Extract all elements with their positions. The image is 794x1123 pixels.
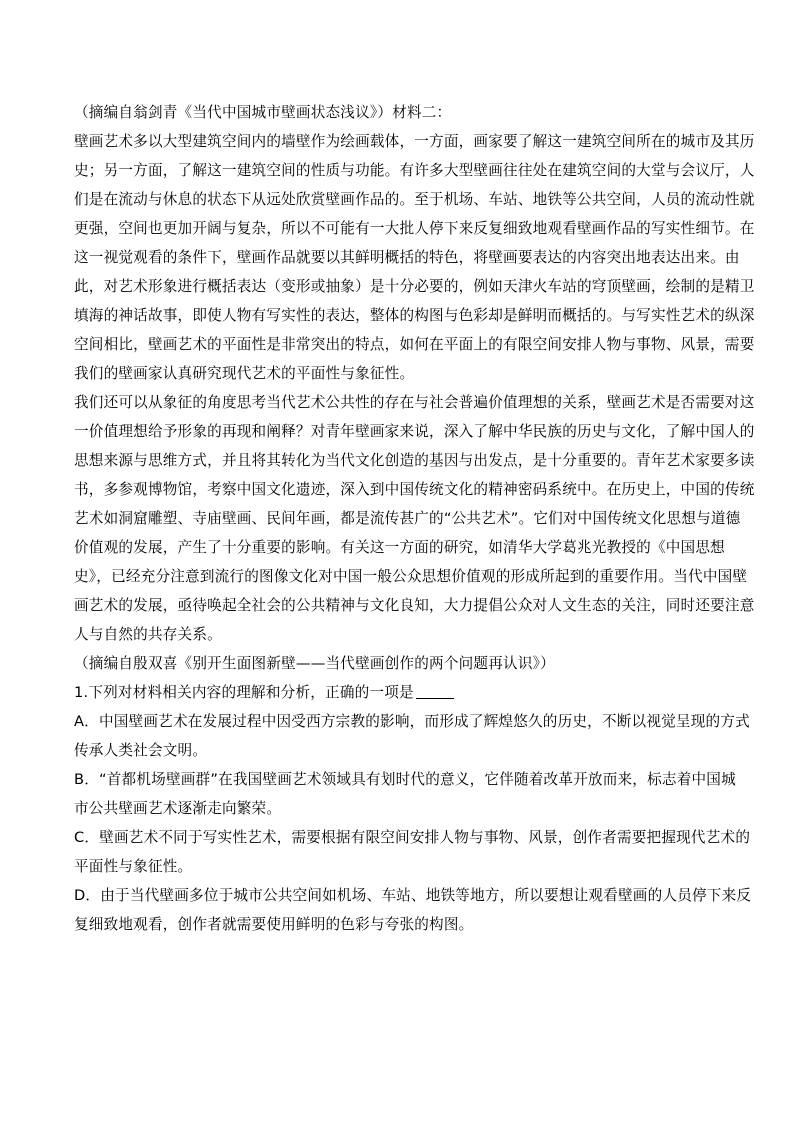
option-line: B．“首都机场壁画群”在我国壁画艺术领域具有划时代的意义，它伴随着改革开放而来，标志着中国城 <box>74 771 736 788</box>
paragraph-line: 史；另一方面，了解这一建筑空间的性质与功能。有许多大型壁画往往处在建筑空间的大堂与会议厅，人 <box>74 162 755 179</box>
answer-blank[interactable] <box>416 684 454 699</box>
paragraph-line: 我们还可以从象征的角度思考当代艺术公共性的存在与社会普遍价值理想的关系，壁画艺术是否需要对这 <box>74 394 755 411</box>
paragraph-line: 这一视觉观看的条件下，壁画作品就要以其鲜明概括的特色，将壁画要表达的内容突出地表达出来。由 <box>74 249 740 266</box>
option-line: 平面性与象征性。 <box>74 858 193 875</box>
paragraph-line: 此，对艺术形象进行概括表达（变形或抽象）是十分必要的，例如天津火车站的穹顶壁画，绘制的是精卫 <box>74 278 755 295</box>
paragraph-line: 思想来源与思维方式，并且将其转化为当代文化创造的基因与出发点，是十分重要的。青年艺术家要多读 <box>74 452 755 469</box>
question-stem <box>74 678 722 707</box>
option-line: 传承人类社会文明。 <box>74 742 208 759</box>
option-c[interactable] <box>74 823 751 881</box>
option-line: C．壁画艺术不同于写实性艺术，需要根据有限空间安排人物与事物、风景，创作者需要把握现代艺术的 <box>74 829 751 846</box>
paragraph-line: 史》，已经充分注意到流行的图像文化对中国一般公众思想价值观的形成所起到的重要作用。当代中国壁 <box>74 568 748 585</box>
paragraph-line: 我们的壁画家认真研究现代艺术的平面性与象征性。 <box>74 365 415 382</box>
paragraph-line: 价值观的发展，产生了十分重要的影响。有关这一方面的研究，如清华大学葛兆光教授的《中国思想 <box>74 539 725 556</box>
document-page <box>74 98 755 939</box>
option-line: A．中国壁画艺术在发展过程中因受西方宗教的影响，而形成了辉煌悠久的历史，不断以视觉呈现的方式 <box>74 713 750 730</box>
paragraph-line: 艺术如洞窟雕塑、寺庙壁画、民间年画，都是流传甚广的“公共艺术”。它们对中国传统文化思想与道德 <box>74 510 741 527</box>
option-b[interactable] <box>74 765 736 823</box>
option-line: 市公共壁画艺术逐渐走向繁荣。 <box>74 800 282 817</box>
paragraph-line: 一价值理想给予形象的再现和阐释？对青年壁画家来说，深入了解中华民族的历史与文化，了解中国人的 <box>74 423 755 440</box>
option-line: 复细致地观看，创作者就需要使用鲜明的色彩与夸张的构图。 <box>74 916 474 933</box>
question-stem-text: 1.下列对材料相关内容的理解和分析，正确的一项是 <box>74 684 414 701</box>
paragraph-line: 空间相比，壁画艺术的平面性是非常突出的特点，如何在平面上的有限空间安排人物与事物、风景，需要 <box>74 336 755 353</box>
option-line: D．由于当代壁画多位于城市公共空间如机场、车站、地铁等地方，所以要想让观看壁画的人员停下来反 <box>74 887 752 904</box>
source-note-2: （摘编自殷双喜《别开生面图新壁——当代壁画创作的两个问题再认识》） <box>74 655 555 672</box>
paragraph-line: 书，多参观博物馆，考察中国文化遗迹，深入到中国传统文化的精神密码系统中。在历史上，中国的传统 <box>74 481 755 498</box>
option-d[interactable] <box>74 881 752 939</box>
paragraph-line: 填海的神话故事，即使人物有写实性的表达，整体的构图与色彩却是鲜明而概括的。与写实性艺术的纵深 <box>74 307 755 324</box>
paragraph-line: 们是在流动与休息的状态下从远处欣赏壁画作品的。至于机场、车站、地铁等公共空间，人员的流动性就 <box>74 191 755 208</box>
option-a[interactable] <box>74 707 750 765</box>
paragraph-line: 壁画艺术多以大型建筑空间内的墙壁作为绘画载体，一方面，画家要了解这一建筑空间所在的城市及其历 <box>74 133 755 150</box>
paragraph-1 <box>74 127 755 388</box>
source-note-1: （摘编自翁剑青《当代中国城市壁画状态浅议》）材料二： <box>74 104 452 121</box>
paragraph-line: 画艺术的发展，亟待唤起全社会的公共精神与文化良知，大力提倡公众对人文生态的关注，同时还要注意 <box>74 597 755 614</box>
paragraph-line: 更强，空间也更加开阔与复杂，所以不可能有一大批人停下来反复细致地观看壁画作品的写实性细节。在 <box>74 220 755 237</box>
paragraph-2 <box>74 388 755 649</box>
paragraph-line: 人与自然的共存关系。 <box>74 626 222 643</box>
